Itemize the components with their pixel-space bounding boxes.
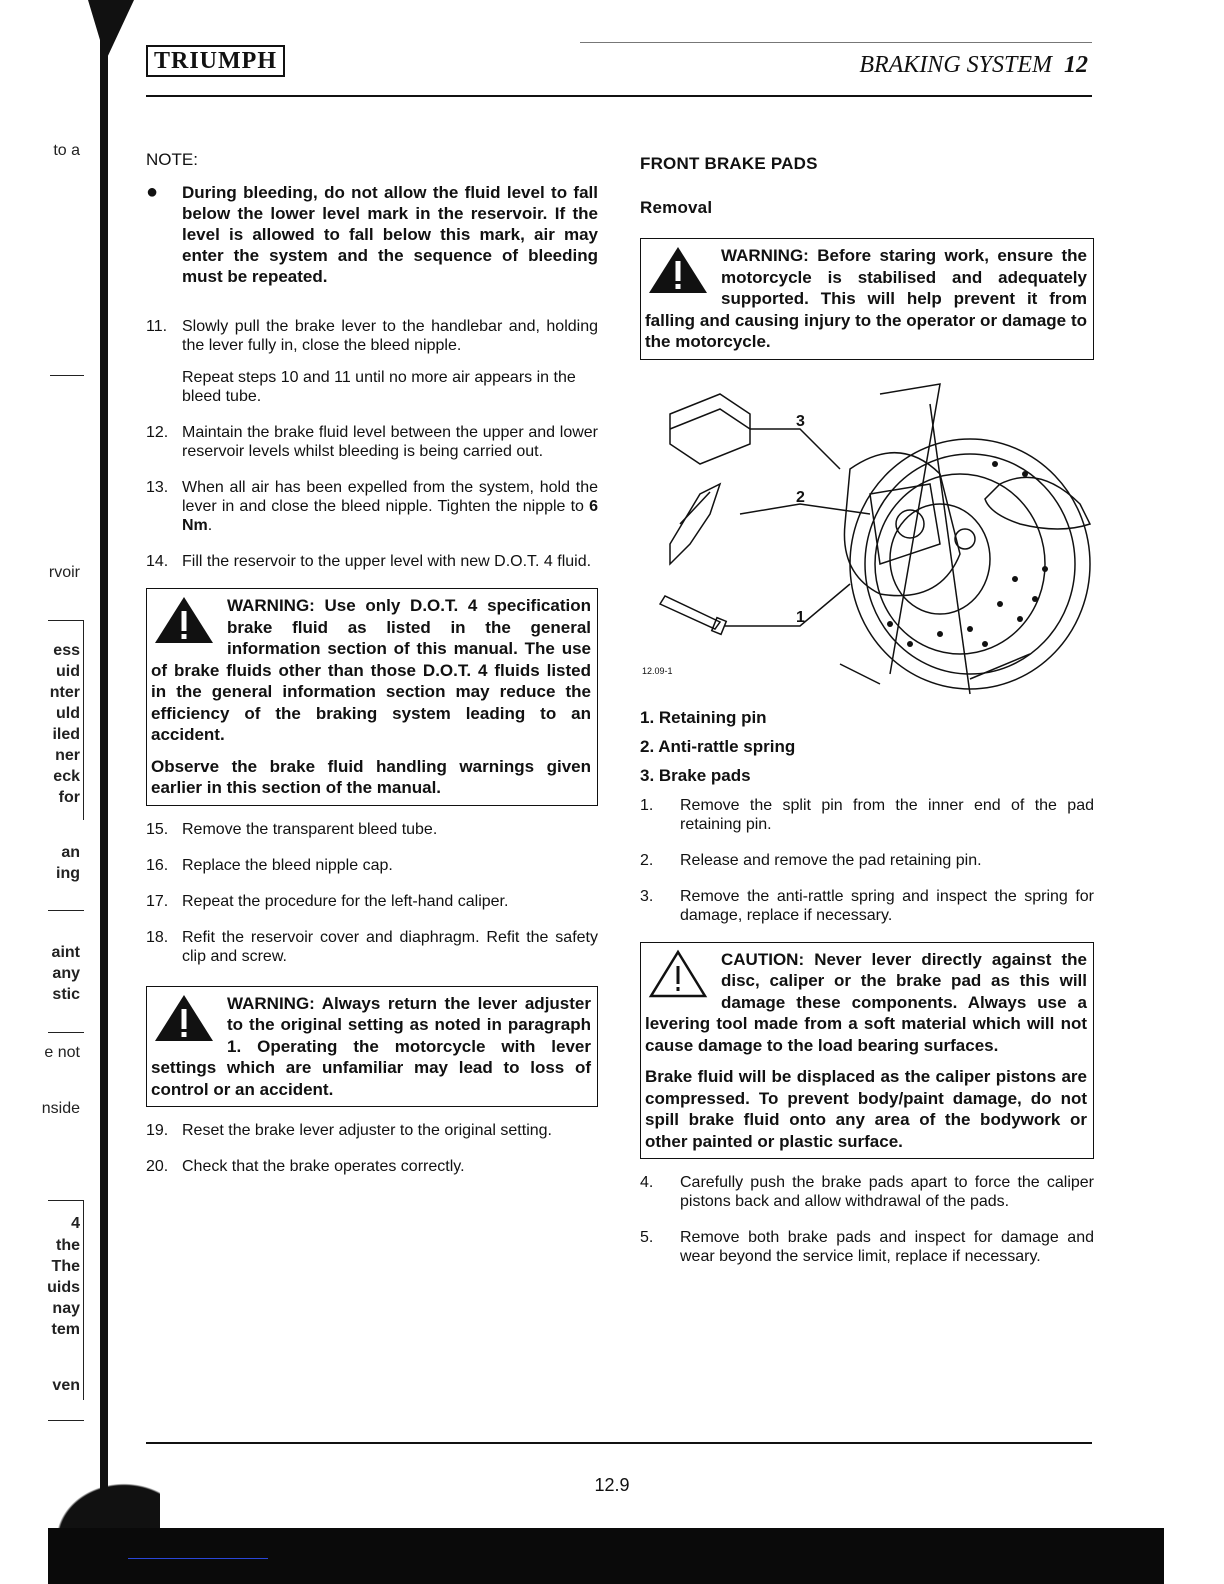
warning-box	[146, 588, 598, 806]
step-text: Repeat the procedure for the left-hand caliper.	[182, 892, 509, 910]
scan-edge-link	[128, 1558, 268, 1559]
step-item	[146, 478, 598, 535]
step-text: Refit the reservoir cover and diaphragm. Refit the safety clip and screw.	[182, 928, 598, 965]
step-text: Carefully push the brake pads apart to force the caliper pistons back and allow withdrawal of the pads.	[680, 1174, 1094, 1210]
footer-rule	[146, 1442, 1092, 1444]
step-number: 11.	[146, 318, 168, 335]
step-number: 20.	[146, 1158, 169, 1175]
bullet-icon: ●	[146, 181, 159, 203]
bleed-fragment: uid	[56, 663, 80, 680]
binding-shadow-top	[88, 0, 134, 60]
step-text: Replace the bleed nipple cap.	[182, 856, 393, 874]
step-text: Reset the brake lever adjuster to the original setting.	[182, 1122, 552, 1139]
bleed-rule	[50, 375, 84, 376]
warning-text: WARNING: Always return the lever adjuster to the original setting as noted in paragraph 1. Operating the motorcycle with lever settings which are unfamiliar may lead to loss of control or an accident.	[151, 993, 591, 1099]
warning-box	[146, 986, 598, 1108]
scan-edge-bar	[48, 1528, 1164, 1584]
step-text: Fill the reservoir to the upper level with new D.O.T. 4 fluid.	[182, 553, 592, 570]
bleed-fragment: any	[52, 965, 80, 982]
step-item	[146, 423, 598, 461]
step-item	[146, 892, 598, 911]
logo-text: TRIUMPH	[154, 47, 277, 74]
step-number: 4.	[640, 1174, 654, 1191]
step-number: 2.	[640, 851, 654, 869]
callout-1: 1	[796, 608, 805, 626]
caliper-illustration	[640, 374, 1094, 704]
warning-icon	[647, 245, 709, 295]
callout-2: 2	[796, 488, 805, 506]
step-item	[146, 856, 598, 875]
step-number: 13.	[146, 479, 169, 496]
header-rule	[146, 95, 1092, 97]
step-item	[640, 887, 1094, 925]
bleed-rule	[48, 910, 84, 911]
warning-box	[640, 238, 1094, 360]
bleed-fragment: ess	[53, 642, 80, 659]
step-number: 3.	[640, 887, 654, 905]
bleed-fragment: The	[51, 1258, 80, 1275]
section-title-text: BRAKING SYSTEM	[859, 52, 1052, 78]
step-item	[640, 851, 1094, 870]
right-column	[640, 140, 1094, 1283]
bleed-fragment: tem	[51, 1321, 80, 1338]
step-number: 17.	[146, 892, 169, 910]
previous-page-bleed	[41, 130, 84, 1450]
legend-item: 3. Brake pads	[640, 765, 751, 785]
top-rule	[580, 42, 1092, 43]
warning-text: WARNING: Before staring work, ensure the motorcycle is stabilised and adequately supported. This will help prevent it from falling and causing injury to the operator or damage to the motorcycle.	[645, 246, 1087, 351]
repeat-note: Repeat steps 10 and 11 until no more air appears in the bleed tube.	[182, 369, 576, 405]
step-number: 19.	[146, 1122, 169, 1139]
step-number: 1.	[640, 796, 654, 814]
bleed-rule	[83, 1200, 84, 1400]
caution-text: CAUTION: Never lever directly against the disc, caliper or the brake pad as this will damage these components. Always use a levering tool made from a soft material which will not cause damage to the load bearing surfaces.	[645, 949, 1087, 1055]
bleed-fragment: nside	[41, 1100, 80, 1117]
step-item	[146, 1121, 598, 1140]
bleed-fragment: nay	[52, 1300, 80, 1317]
left-column	[146, 140, 598, 1193]
note-label: NOTE:	[146, 150, 198, 169]
caution-icon	[647, 949, 709, 999]
bleed-fragment: uld	[56, 705, 80, 722]
step-item	[146, 928, 598, 966]
bleed-fragment: for	[58, 789, 80, 806]
step-text: Remove the anti-rattle spring and inspect the spring for damage, replace if necessary.	[680, 887, 1094, 924]
step-text: Check that the brake operates correctly.	[182, 1158, 465, 1175]
logo-frame	[146, 45, 285, 77]
warning-text: Observe the brake fluid handling warnings given earlier in this section of the manual.	[151, 756, 591, 797]
subsection-heading: Removal	[640, 198, 713, 217]
bleed-fragment: ven	[52, 1377, 80, 1394]
section-title	[859, 52, 1088, 79]
step-text: Maintain the brake fluid level between the upper and lower reservoir levels whilst bleeding is being carried out.	[182, 424, 598, 460]
warning-text: WARNING: Use only D.O.T. 4 specification brake fluid as listed in the general information section of this manual. The use of brake fluids other than those D.O.T. 4 fluids listed in the general information section may reduce the efficiency of the braking system leading to an accident.	[151, 596, 591, 744]
step-number: 5.	[640, 1229, 654, 1246]
step-item	[146, 552, 598, 571]
caution-text: Brake fluid will be displaced as the caliper pistons are compressed. To prevent body/paint damage, do not spill brake fluid onto any area of the bodywork or other painted or plastic surface.	[645, 1067, 1087, 1151]
step-number: 14.	[146, 553, 169, 570]
caution-box	[640, 942, 1094, 1160]
bleed-rule	[48, 1420, 84, 1421]
bleed-fragment: the	[56, 1237, 80, 1254]
step-item	[640, 796, 1094, 834]
bleed-fragment: stic	[52, 986, 80, 1003]
brake-caliper-figure	[640, 374, 1094, 704]
brand-logo	[146, 44, 285, 78]
torque-value: 6 Nm	[182, 498, 598, 534]
bleed-rule	[48, 620, 84, 621]
bleed-fragment: rvoir	[48, 564, 80, 581]
step-number: 15.	[146, 820, 169, 838]
note-bullet-text: During bleeding, do not allow the fluid level to fall below the lower level mark in the reservoir. If the level is allowed to fall below this mark, air may enter the system and the sequence of bleeding must be repeated.	[182, 183, 598, 286]
bleed-fragment: 4	[71, 1215, 80, 1232]
legend-item: 2. Anti-rattle spring	[640, 736, 796, 756]
step-item	[640, 1228, 1094, 1266]
step-number: 12.	[146, 424, 169, 441]
bleed-fragment: iled	[52, 726, 80, 743]
step-text: Slowly pull the brake lever to the handlebar and, holding the lever fully in, close the bleed nipple.	[182, 318, 598, 354]
figure-legend	[640, 708, 1094, 786]
bleed-rule	[83, 620, 84, 820]
section-heading: FRONT BRAKE PADS	[640, 154, 818, 173]
step-text: Remove the transparent bleed tube.	[182, 820, 438, 838]
bleed-rule	[48, 1200, 84, 1201]
callout-3: 3	[796, 412, 805, 430]
step-number: 18.	[146, 928, 169, 946]
step-number: 16.	[146, 856, 169, 874]
bleed-fragment: an	[61, 844, 80, 861]
page-number: 12.9	[594, 1475, 630, 1495]
step-text: Remove both brake pads and inspect for damage and wear beyond the service limit, replace if necessary.	[680, 1229, 1094, 1265]
figure-id: 12.09-1	[642, 665, 673, 676]
bleed-fragment: eck	[53, 768, 80, 785]
bleed-fragment: uids	[47, 1279, 80, 1296]
bleed-fragment: ing	[56, 865, 80, 882]
step-text: Remove the split pin from the inner end of the pad retaining pin.	[680, 796, 1094, 833]
step-text-main: When all air has been expelled from the system, hold the lever in and close the bleed nipple. Tighten the nipple to	[182, 479, 598, 515]
note-bullet	[146, 182, 598, 287]
step-item	[640, 1173, 1094, 1211]
bleed-rule	[48, 1032, 84, 1033]
chapter-number: 12	[1064, 52, 1088, 78]
bleed-fragment: e not	[44, 1044, 80, 1061]
step-text-tail: .	[207, 517, 213, 534]
step-item	[146, 317, 598, 355]
binding-spine	[100, 0, 108, 1540]
bleed-fragment: nter	[49, 684, 80, 701]
warning-icon	[153, 595, 215, 645]
warning-icon	[153, 993, 215, 1043]
step-item	[146, 1157, 598, 1176]
bleed-fragment: to a	[53, 142, 80, 159]
step-text: Release and remove the pad retaining pin.	[680, 851, 982, 869]
step-text	[182, 478, 598, 535]
legend-item: 1. Retaining pin	[640, 707, 767, 727]
step-item	[146, 820, 598, 839]
bleed-fragment: aint	[51, 944, 80, 961]
bleed-fragment: ner	[55, 747, 80, 764]
